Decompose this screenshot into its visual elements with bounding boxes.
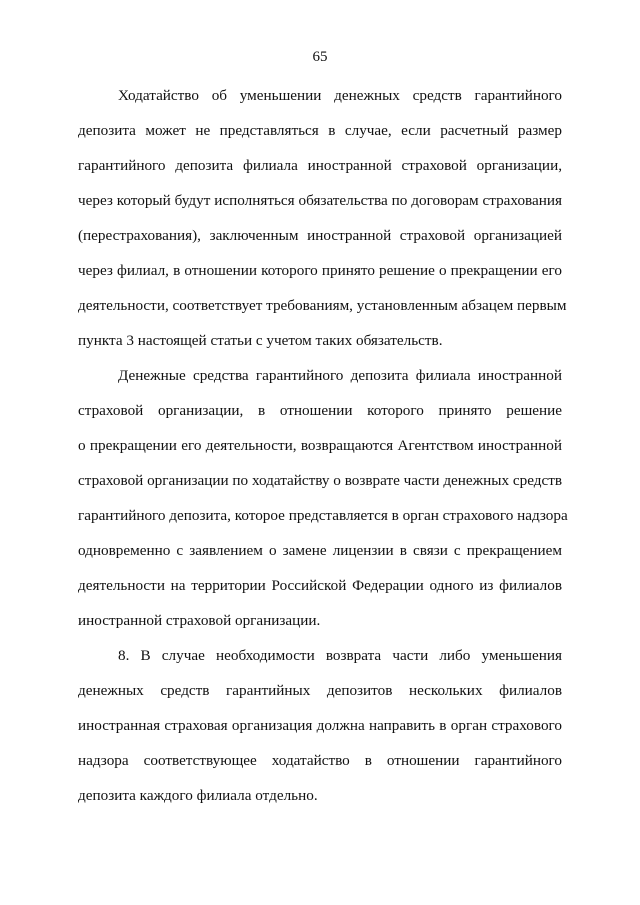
page-number: 65 bbox=[312, 49, 328, 65]
paragraph-1-line-3: гарантийного депозита филиала иностранной страховой организации, bbox=[78, 157, 562, 174]
paragraph-1-line-8: пункта 3 настоящей статьи с учетом таких обязательств. bbox=[78, 332, 443, 349]
paragraph-3-line-3: иностранная страховая организация должна направить в орган страхового bbox=[78, 717, 562, 734]
paragraph-2-line-5: гарантийного депозита, которое представляется в орган страхового надзора bbox=[78, 507, 568, 524]
paragraph-1-line-1: Ходатайство об уменьшении денежных средств гарантийного bbox=[118, 87, 562, 104]
paragraph-3-line-2: денежных средств гарантийных депозитов нескольких филиалов bbox=[78, 682, 562, 699]
paragraph-2-line-7: деятельности на территории Российской Федерации одного из филиалов bbox=[78, 577, 562, 594]
paragraph-2-line-4: страховой организации по ходатайству о возврате части денежных средств bbox=[78, 472, 563, 489]
paragraph-2-line-8: иностранной страховой организации. bbox=[78, 612, 321, 629]
paragraph-3-line-5: депозита каждого филиала отдельно. bbox=[78, 787, 318, 804]
paragraph-3-line-1: 8. В случае необходимости возврата части либо уменьшения bbox=[118, 647, 562, 664]
paragraph-1-line-7: деятельности, соответствует требованиям, установленным абзацем первым bbox=[78, 297, 567, 314]
paragraph-3-line-4: надзора соответствующее ходатайство в отношении гарантийного bbox=[78, 752, 562, 769]
paragraph-1-line-4: через который будут исполняться обязательства по договорам страхования bbox=[78, 192, 562, 209]
paragraph-2-line-3: о прекращении его деятельности, возвращаются Агентством иностранной bbox=[78, 437, 562, 454]
paragraph-2-line-6: одновременно с заявлением о замене лицензии в связи с прекращением bbox=[78, 542, 562, 559]
paragraph-1-line-2: депозита может не представляться в случае, если расчетный размер bbox=[78, 122, 562, 139]
paragraph-2-line-1: Денежные средства гарантийного депозита филиала иностранной bbox=[118, 367, 562, 384]
paragraph-2-line-2: страховой организации, в отношении которого принято решение bbox=[78, 402, 562, 419]
paragraph-1-line-6: через филиал, в отношении которого принято решение о прекращении его bbox=[78, 262, 562, 279]
paragraph-1-line-5: (перестрахования), заключенным иностранной страховой организацией bbox=[78, 227, 562, 244]
